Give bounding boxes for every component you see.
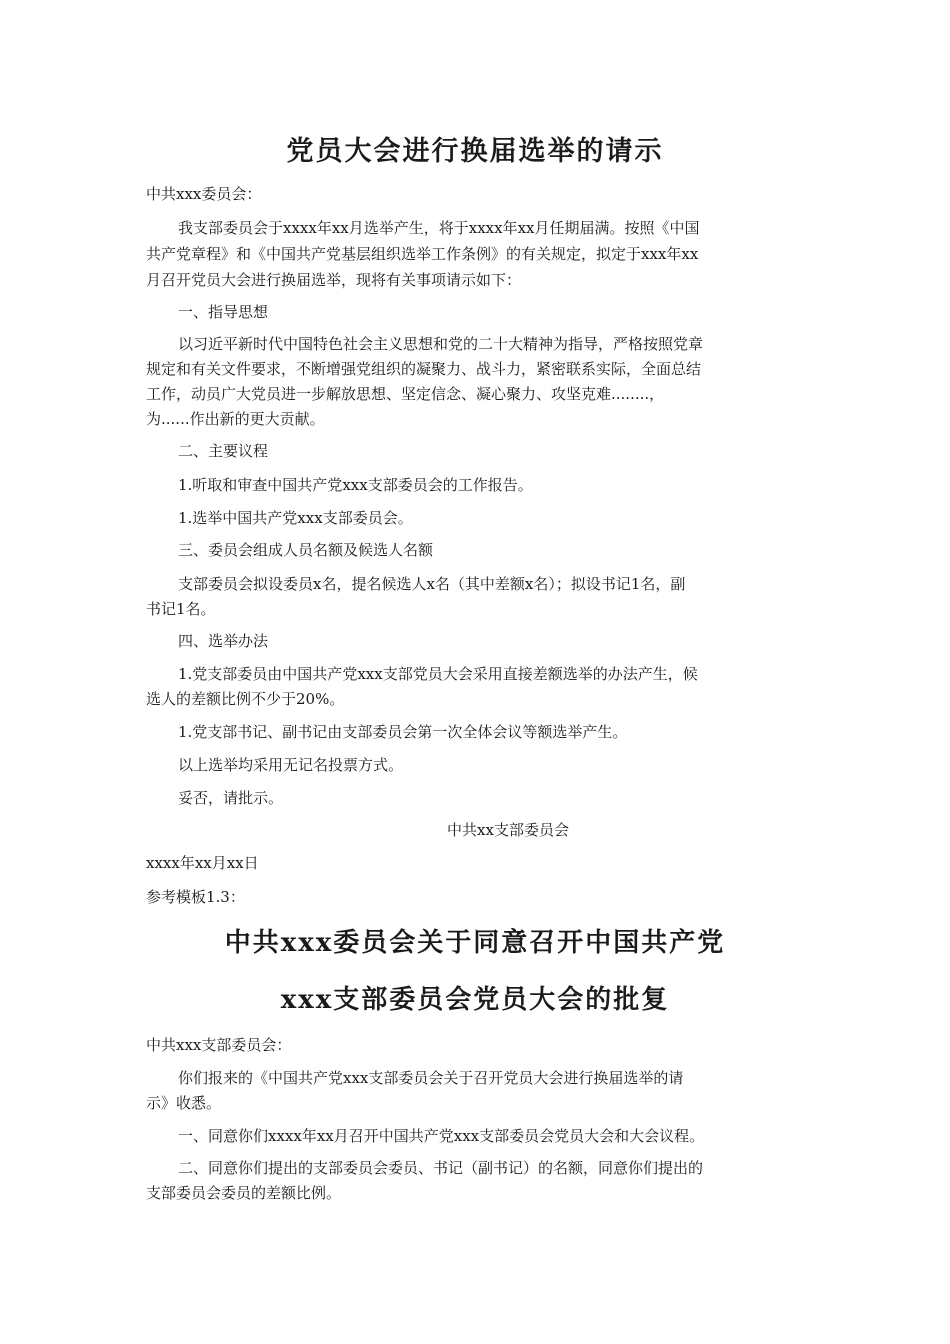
intro-line: 月召开党员大会进行换届选举，现将有关事项请示如下： xyxy=(146,271,522,289)
intro-line: 我支部委员会于xxxx年xx月选举产生，将于xxxx年xx月任期届满。按照《中国 xyxy=(178,219,700,237)
section1-line: 工作，动员广大党员进一步解放思想、坚定信念、凝心聚力、攻坚克难........， xyxy=(146,385,665,403)
section1-line: 规定和有关文件要求，不断增强党组织的凝聚力、战斗力，紧密联系实际，全面总结 xyxy=(146,360,702,378)
request-recipient: 中共xxx委员会： xyxy=(146,185,262,203)
closing-line: 妥否，请批示。 xyxy=(178,789,284,807)
agenda-item: 1.选举中国共产党xxx支部委员会。 xyxy=(178,509,413,527)
section3-heading: 三、委员会组成人员名额及候选人名额 xyxy=(178,541,434,559)
date: xxxx年xx月xx日 xyxy=(146,854,259,872)
section3-line: 支部委员会拟设委员x名，提名候选人x名（其中差额x名）；拟设书记1名，副 xyxy=(178,575,686,593)
section4-heading: 四、选举办法 xyxy=(178,632,269,650)
reply-title-line: xxx支部委员会党员大会的批复 xyxy=(280,985,670,1015)
section2-heading: 二、主要议程 xyxy=(178,442,269,460)
election-method-line: 1.党支部委员由中国共产党xxx支部党员大会采用直接差额选举的办法产生，候 xyxy=(178,665,698,683)
section3-line: 书记1名。 xyxy=(146,600,216,618)
signature: 中共xx支部委员会 xyxy=(447,821,569,839)
reply-point-1: 一、同意你们xxxx年xx月召开中国共产党xxx支部委员会党员大会和大会议程。 xyxy=(178,1127,705,1145)
request-title: 党员大会进行换届选举的请示 xyxy=(286,136,664,167)
agenda-item: 1.听取和审查中国共产党xxx支部委员会的工作报告。 xyxy=(178,476,533,494)
section1-line: 为......作出新的更大贡献。 xyxy=(146,410,325,428)
reply-title-line: 中共xxx委员会关于同意召开中国共产党 xyxy=(224,928,726,958)
reply-point-2-line: 二、同意你们提出的支部委员会委员、书记（副书记）的名额，同意你们提出的 xyxy=(178,1159,704,1177)
election-method-line: 1.党支部书记、副书记由支部委员会第一次全体会议等额选举产生。 xyxy=(178,723,628,741)
reply-receipt-line: 你们报来的《中国共产党xxx支部委员会关于召开党员大会进行换届选举的请 xyxy=(178,1069,684,1087)
template-label: 参考模板1.3： xyxy=(146,888,245,906)
section1-line: 以习近平新时代中国特色社会主义思想和党的二十大精神为指导，严格按照党章 xyxy=(178,335,704,353)
voting-note: 以上选举均采用无记名投票方式。 xyxy=(178,756,404,774)
intro-line: 共产党章程》和《中国共产党基层组织选举工作条例》的有关规定，拟定于xxx年xx xyxy=(146,245,699,263)
election-method-line: 选人的差额比例不少于20%。 xyxy=(146,690,345,708)
reply-receipt-line: 示》收悉。 xyxy=(146,1094,222,1112)
reply-point-2-line: 支部委员会委员的差额比例。 xyxy=(146,1184,342,1202)
section1-heading: 一、指导思想 xyxy=(178,303,269,321)
reply-recipient: 中共xxx支部委员会： xyxy=(146,1036,292,1054)
